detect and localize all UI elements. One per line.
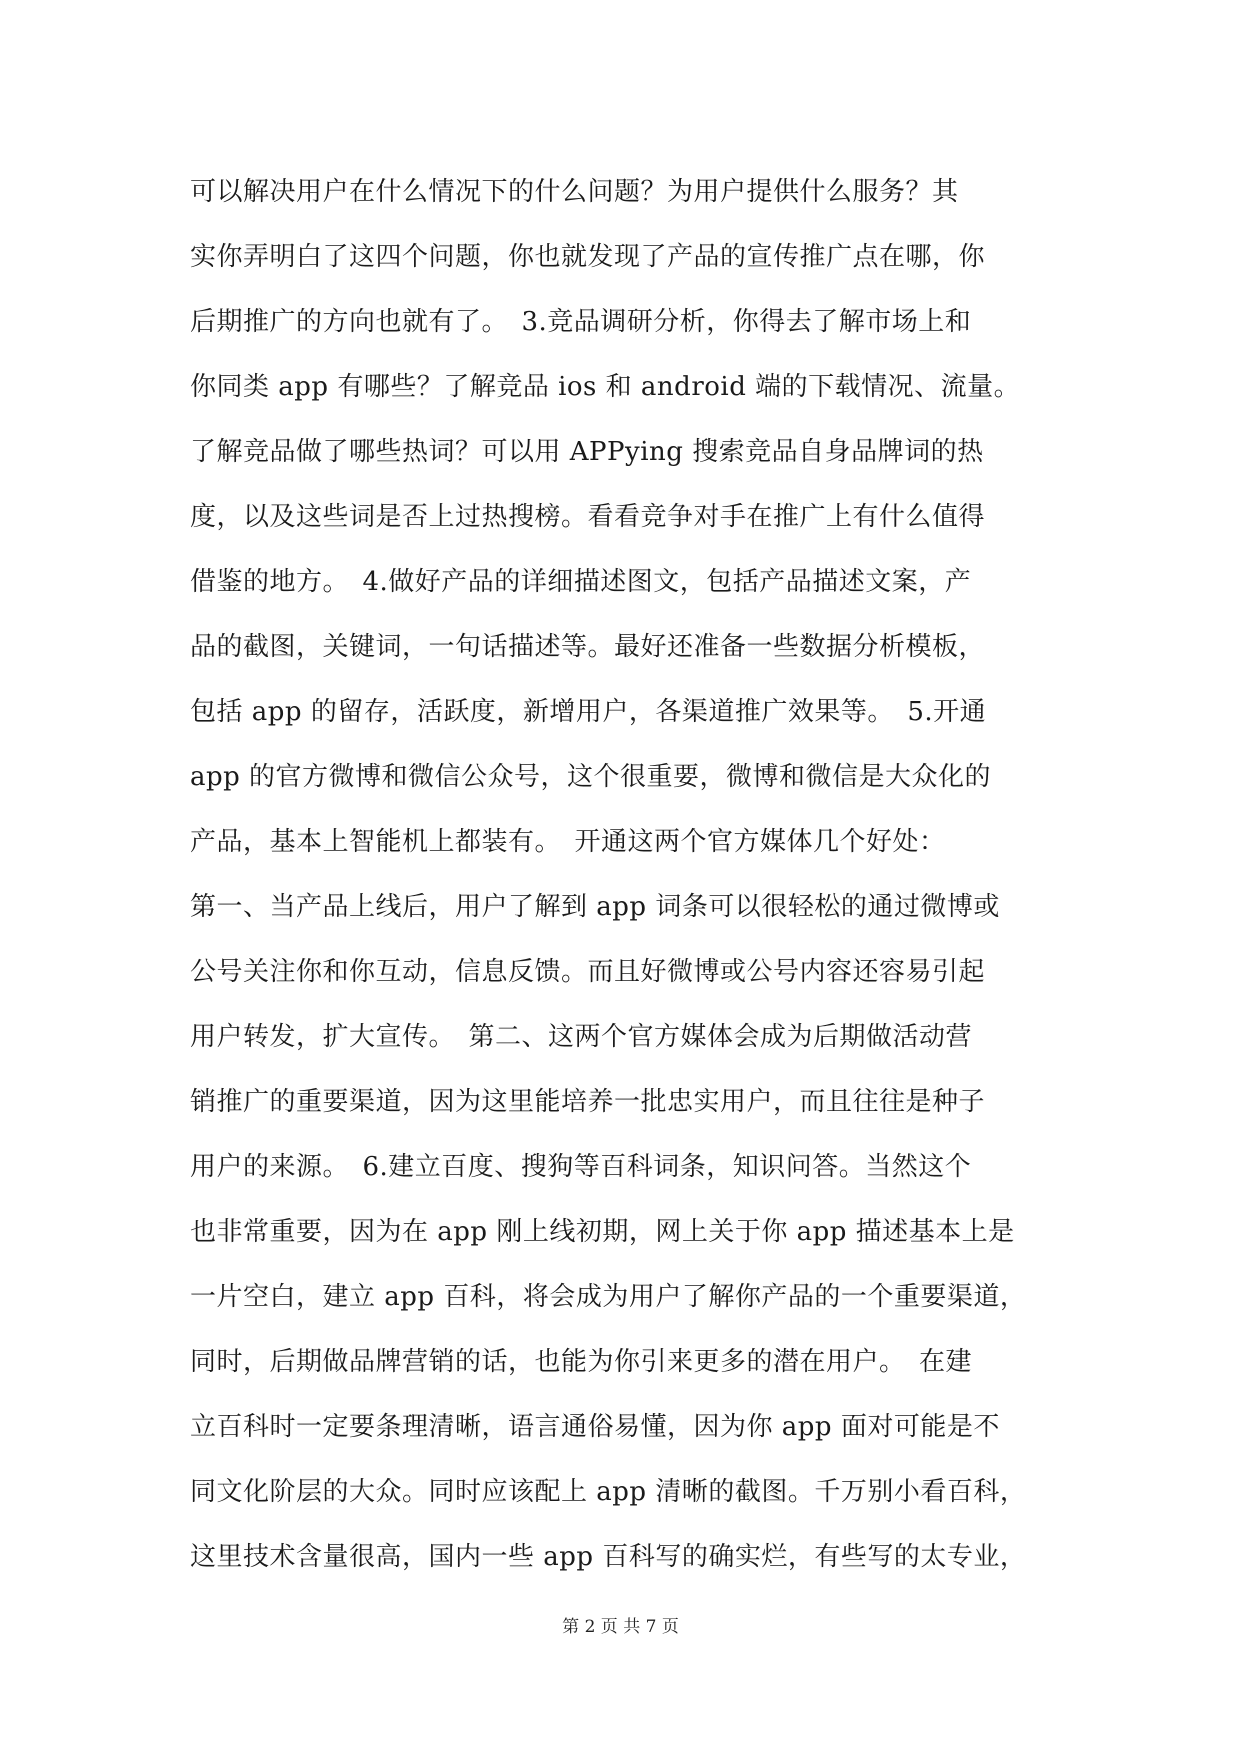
text-line-5: 了解竞品做了哪些热词？可以用 APPying 搜索竞品自身品牌词的热 bbox=[190, 437, 984, 467]
body-text bbox=[190, 160, 1065, 1590]
text-line-13: 公号关注你和你互动，信息反馈。而且好微博或公号内容还容易引起 bbox=[190, 957, 986, 987]
text-line-22: 这里技术含量很高，国内一些 app 百科写的确实烂，有些写的太专业， bbox=[190, 1542, 1027, 1572]
text-line-21: 同文化阶层的大众。同时应该配上 app 清晰的截图。千万别小看百科， bbox=[190, 1477, 1027, 1507]
text-line-14: 用户转发，扩大宣传。 第二、这两个官方媒体会成为后期做活动营 bbox=[190, 1022, 973, 1052]
page-number-footer: 第 2 页 共 7 页 bbox=[562, 1617, 679, 1637]
text-line-16: 用户的来源。 6.建立百度、搜狗等百科词条，知识问答。当然这个 bbox=[190, 1152, 972, 1182]
text-line-18: 一片空白，建立 app 百科，将会成为用户了解你产品的一个重要渠道， bbox=[190, 1282, 1027, 1312]
text-line-11: 产品，基本上智能机上都装有。 开通这两个官方媒体几个好处： bbox=[190, 827, 946, 857]
text-line-4: 你同类 app 有哪些？了解竞品 ios 和 android 端的下载情况、流量。 bbox=[190, 372, 1021, 402]
text-line-3: 后期推广的方向也就有了。 3.竞品调研分析，你得去了解市场上和 bbox=[190, 307, 972, 337]
text-line-15: 销推广的重要渠道，因为这里能培养一批忠实用户，而且往往是种子 bbox=[190, 1087, 986, 1117]
text-line-8: 品的截图，关键词，一句话描述等。最好还准备一些数据分析模板， bbox=[190, 632, 986, 662]
text-line-19: 同时，后期做品牌营销的话，也能为你引来更多的潜在用户。 在建 bbox=[190, 1347, 973, 1377]
text-line-9: 包括 app 的留存，活跃度，新增用户，各渠道推广效果等。 5.开通 bbox=[190, 697, 987, 727]
text-line-7: 借鉴的地方。 4.做好产品的详细描述图文，包括产品描述文案，产 bbox=[190, 567, 972, 597]
text-line-6: 度，以及这些词是否上过热搜榜。看看竞争对手在推广上有什么值得 bbox=[190, 502, 986, 532]
text-line-10: app 的官方微博和微信公众号，这个很重要，微博和微信是大众化的 bbox=[190, 762, 992, 792]
text-line-2: 实你弄明白了这四个问题，你也就发现了产品的宣传推广点在哪，你 bbox=[190, 242, 986, 272]
text-line-20: 立百科时一定要条理清晰，语言通俗易懂，因为你 app 面对可能是不 bbox=[190, 1412, 1000, 1442]
text-line-12: 第一、当产品上线后，用户了解到 app 词条可以很轻松的通过微博或 bbox=[190, 892, 1000, 922]
text-line-17: 也非常重要，因为在 app 刚上线初期，网上关于你 app 描述基本上是 bbox=[190, 1217, 1015, 1247]
text-line-1: 可以解决用户在什么情况下的什么问题？为用户提供什么服务？其 bbox=[190, 177, 959, 207]
